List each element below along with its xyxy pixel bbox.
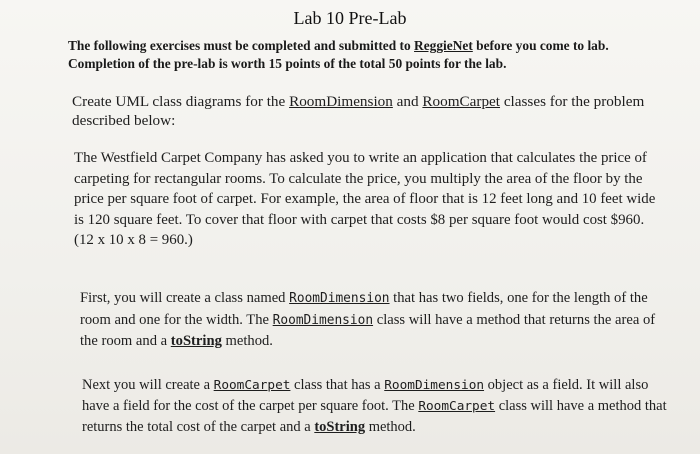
first-text-4: method. <box>221 333 273 349</box>
first-text-3: class will have a method that returns the area of the room and a <box>80 311 656 349</box>
next-paragraph <box>82 375 672 437</box>
next-text-4: class will have a method that returns the total cost of the carpet and a <box>82 398 667 435</box>
room-dimension-code-3: RoomDimension <box>384 378 485 393</box>
first-text-1: First, you will create a class named <box>80 290 290 306</box>
next-text-3: object as a field. It will also have a field for the cost of the carpet per square foot. The <box>82 377 649 414</box>
tostring-term-2: toString <box>314 419 366 435</box>
intro-text-1: The following exercises must be completed and submitted to <box>68 38 415 53</box>
instruction-paragraph <box>72 92 672 130</box>
document-title: Lab 10 Pre-Lab <box>293 8 407 28</box>
room-carpet-code-2: RoomCarpet <box>418 399 496 414</box>
room-dimension-code-2: RoomDimension <box>272 312 374 328</box>
tostring-term-1: toString <box>170 333 222 349</box>
next-text-5: method. <box>365 419 416 435</box>
instruction-text-2: and <box>392 93 423 110</box>
next-text-2: class that has a <box>290 377 385 393</box>
room-carpet-term: RoomCarpet <box>422 93 501 110</box>
room-dimension-code-1: RoomDimension <box>289 291 390 306</box>
first-paragraph <box>80 288 670 352</box>
room-carpet-code-1: RoomCarpet <box>213 378 291 393</box>
next-text-1: Next you will create a <box>82 377 214 393</box>
problem-paragraph: The Westfield Carpet Company has asked you to write an application that calculates the price of carpeting for rectangular rooms. To calculate the price, you multiply the area of the floor by the price per square foot of carpet. For example, the area of floor that is 12 feet long and 10 feet wide is 120 square feet. To cover that floor with carpet that costs $8 per square foot would cost $960. (12 x 10 x 8 = 960.) <box>74 150 656 248</box>
room-dimension-term: RoomDimension <box>289 93 393 110</box>
reggienet-term: ReggieNet <box>414 38 473 53</box>
intro-text-2: before you come to lab. Completion of the pre-lab is worth 15 points of the total 50 points for the lab. <box>68 38 609 71</box>
instruction-text-1: Create UML class diagrams for the <box>72 93 290 110</box>
instruction-text-3: classes for the problem described below: <box>72 93 645 129</box>
first-text-2: that has two fields, one for the length of the room and one for the width. The <box>80 290 648 328</box>
intro-paragraph <box>68 37 668 73</box>
